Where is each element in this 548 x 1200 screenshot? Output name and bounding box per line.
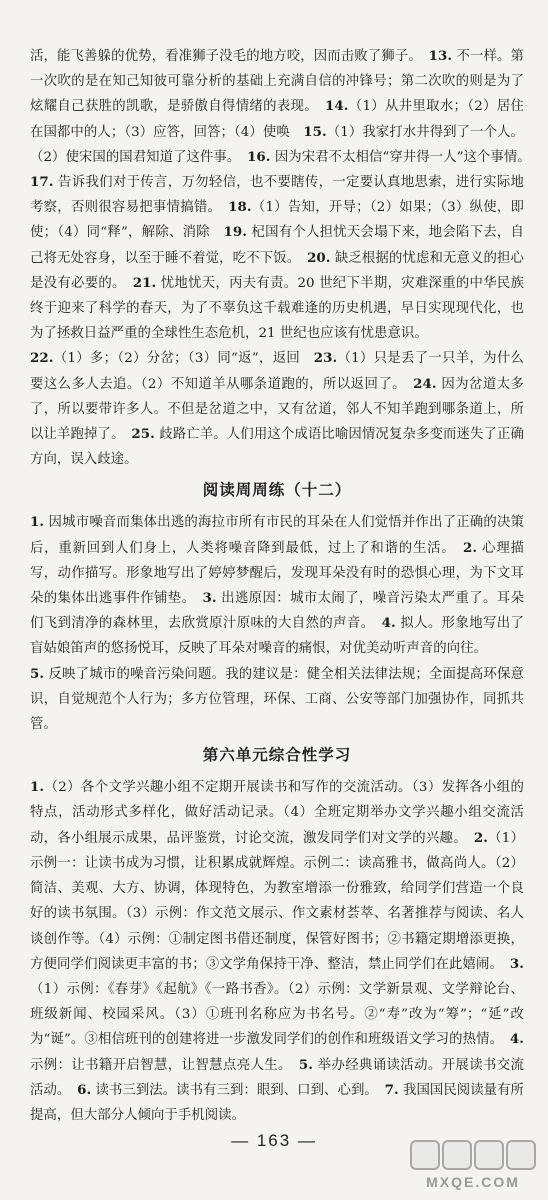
answer-site-logo-icon [410, 1140, 536, 1172]
question-number: 7. [384, 1081, 399, 1098]
question-number: 22. [30, 350, 54, 367]
question-number: 5. [30, 665, 45, 682]
question-number: 18. [228, 199, 252, 216]
question-number: 13. [428, 48, 453, 64]
answer-text: 不一样。第一次吹的是在知己知彼可靠分析的基础上充满自信的冲锋号；第二次吹的则是为了炫耀自己获胜的凯歌，是骄傲自得情绪的表现。 [30, 49, 524, 115]
question-number: 3. [509, 955, 524, 972]
question-number: 1. [30, 779, 45, 796]
section-heading: 第六单元综合性学习 [202, 745, 352, 765]
answer-text: 因为宋君不太相信“穿井得一人”这个事情。 [270, 149, 538, 165]
answer-text: （2）各个文学兴趣小组不定期开展读书和写作的交流活动。（3）发挥各小组的特点，活动形式多样化，做好活动记录。（4）全班定期举办文学兴趣小组交流活动，各小组展示成果，品评鉴赏，讨论交流，激发同学们对文学的兴趣。 [30, 780, 524, 846]
answer-text: （1）我家打水井得到了一个人。（2）使宋国的国君知道了这件事。 [30, 124, 524, 165]
answer-paragraph [30, 662, 524, 738]
answer-text: （1）示例一：让读书成为习惯，让积累成就辉煌。示例二：读高雅书，做高尚人。（2）简洁、美观、大方、协调，体现特色，为教室增添一份雅致，给同学们营造一个良好的读书氛围。（3）示例：作文范文展示、作文素材荟萃、名著推荐与阅读、名人谈创作等。（4）示例：①制定图书借还制度，保管好图书；②书籍定期增添更换，方便同学们阅读更丰富的书；③文学角保持干净、整洁，禁止同学们在此嬉闹。 [30, 830, 525, 972]
question-number: 17. [30, 174, 54, 191]
question-number: 4. [381, 615, 396, 632]
question-number: 24. [413, 375, 437, 392]
question-number: 19. [223, 224, 247, 241]
answer-paragraph [30, 44, 538, 346]
question-number: 4. [509, 1031, 524, 1048]
watermark-text: MXQE.COM [426, 1174, 520, 1190]
question-number: 16. [247, 148, 271, 165]
question-number: 14. [325, 98, 349, 115]
answer-text: 拟人。形象地写出了盲姑娘笛声的悠扬悦耳，反映了耳朵对噪音的痛恨，对优美动听声音的向往。 [30, 616, 524, 657]
answer-text: 出逃原因：城市太闹了，噪音污染太严重了。耳朵们飞到清净的森林里，去欣赏原汁原味的大自然的声音。 [30, 591, 525, 632]
answer-text: （1）只是丢了一只羊，为什么要这么多人去追。（2）不知道羊从哪条道跑的，所以返回了。 [30, 351, 524, 392]
answer-text: （1）从井里取水；（2）居住在国都中的人；（3）应答，回答；（4）使唤 [30, 99, 524, 140]
question-number: 2. [473, 829, 488, 846]
page-number: — 163 — [231, 1131, 317, 1150]
answer-text: 忧地忧天，丙夫有责。20 世纪下半期，灾难深重的中华民族终于迎来了科学的春天，为了不辜负这千载难逢的历史机遇，早日实现现代化，也为了拯救日益严重的全球性生态危机，21 世纪也应该有忧患意识。 [30, 275, 525, 342]
answer-text: 心理描写，动作描写。形象地写出了婷婷梦醒后，发现耳朵没有时的恐惧心理，为下文耳朵的集体出逃事件作铺垫。 [30, 540, 524, 607]
answer-text: （1）示例：《春芽》《起航》《一路书香》。（2）示例：文学新景观、文学辩论台、班级新闻、校园采风。（3）①班刊名称应为书名号。②“寿”改为“筹”；“延”改为“诞”。③相信班刊的创建将进一步激发同学们的创作和班级语文学习的热情。 [30, 981, 524, 1048]
answer-text: 活，能飞善躲的优势，看准狮子没毛的地方咬，因而击败了狮子。 [30, 49, 429, 64]
question-number: 6. [77, 1081, 92, 1098]
answer-text: 举办经典诵读活动。开展读书交流活动。 [30, 1057, 524, 1098]
answer-text: 杞国有个人担忧天会塌下来，地会陷下去，自己将无处容身，以至于睡不着觉，吃不下饭。 [30, 225, 524, 266]
question-number: 2. [463, 539, 478, 556]
answer-text: 我国国民阅读量有所提高，但大部分人倾向于手机阅读。 [30, 1082, 524, 1123]
answer-text: 缺乏根据的忧虑和无意义的担心是没有必要的。 [30, 250, 524, 291]
answer-paragraph [30, 510, 524, 661]
answer-text: 告诉我们对于传言，万勿轻信，也不要瞎传，一定要认真地思索，进行实际地考察，否则很容易把事情搞错。 [30, 175, 524, 216]
answer-text: 因城市噪音而集体出逃的海拉市所有市民的耳朵在人们觉悟并作出了正确的决策后，重新回到人们身上，人类将噪音降到最低，过上了和谐的生活。 [30, 515, 524, 556]
answer-text: 反映了城市的噪音污染问题。我的建议是：健全相关法律法规；全面提高环保意识，自觉规范个人行为；多方位管理，环保、工商、公安等部门加强协作，同抓共管。 [30, 666, 524, 733]
answer-paragraph [30, 775, 524, 1128]
question-number: 1. [30, 514, 45, 531]
question-number: 23. [313, 350, 338, 367]
answer-text: 示例：让书籍开启智慧，让智慧点亮人生。 [30, 1057, 299, 1073]
answer-text: （1）告知，开导；（2）如果；（3）纵使，即使；（4）同“释”，解除、消除 [30, 200, 524, 241]
answer-paragraph [30, 346, 524, 472]
question-number: 3. [202, 590, 217, 607]
answer-text: 因为岔道太多了，所以要带许多人。不但是岔道之中，又有岔道，邻人不知羊跑到哪条道上，所以让羊跑掉了。 [30, 376, 524, 443]
question-number: 21. [132, 274, 157, 291]
section-heading: 阅读周周练（十二） [202, 480, 352, 500]
question-number: 20. [307, 249, 331, 266]
answer-text: （1）多；（2）分岔；（3）同“返”，返回 [53, 351, 314, 367]
question-number: 5. [298, 1056, 313, 1073]
watermark-logo [410, 1140, 536, 1192]
question-number: 25. [131, 426, 155, 443]
answer-text: 读书三到法。读书有三到：眼到、口到、心到。 [91, 1082, 385, 1098]
question-number: 15. [303, 123, 327, 140]
answer-text: 歧路亡羊。人们用这个成语比喻因情况复杂多变而迷失了正确方向，误入歧途。 [30, 427, 525, 468]
